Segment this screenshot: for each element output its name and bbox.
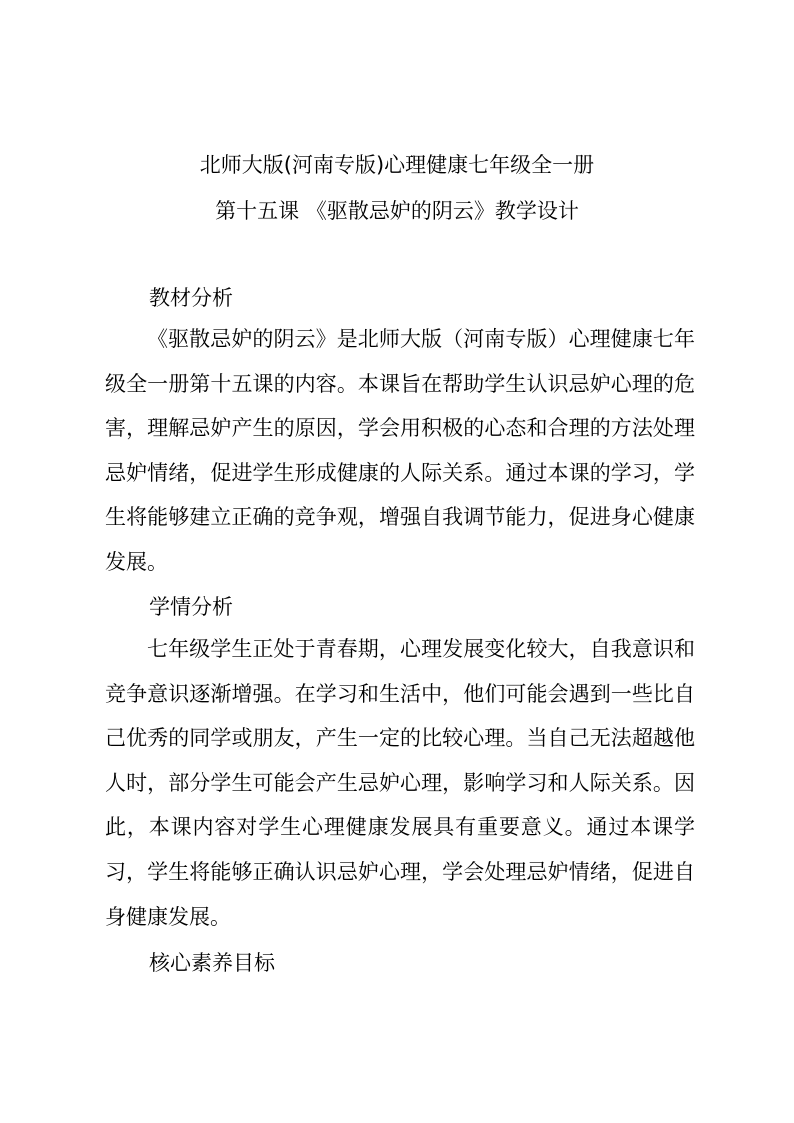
document-title-line2: 第十五课 《驱散忌妒的阴云》教学设计 <box>215 199 579 223</box>
document-title-line1: 北师大版(河南专版)心理健康七年级全一册 <box>199 153 595 177</box>
section-heading-core-literacy-goals: 核心素养目标 <box>149 951 275 975</box>
section-body-textbook-analysis: 《驱散忌妒的阴云》是北师大版（河南专版）心理健康七年级全一册第十五课的内容。本课旨在帮助学生认识忌妒心理的危害，理解忌妒产生的原因，学会用积极的心态和合理的方法处理忌妒情绪，促进学生形成健康的人际关系。通过本课的学习，学生将能够建立正确的竞争观，增强自我调节能力，促进身心健康发展。 <box>105 327 695 574</box>
section-heading-textbook-analysis: 教材分析 <box>149 286 233 310</box>
section-heading-student-analysis: 学情分析 <box>149 595 233 619</box>
section-body-student-analysis: 七年级学生正处于青春期，心理发展变化较大，自我意识和竞争意识逐渐增强。在学习和生活中，他们可能会遇到一些比自己优秀的同学或朋友，产生一定的比较心理。当自己无法超越他人时，部分学生可能会产生忌妒心理，影响学习和人际关系。因此，本课内容对学生心理健康发展具有重要意义。通过本课学习，学生将能够正确认识忌妒心理，学会处理忌妒情绪，促进自身健康发展。 <box>105 637 695 929</box>
